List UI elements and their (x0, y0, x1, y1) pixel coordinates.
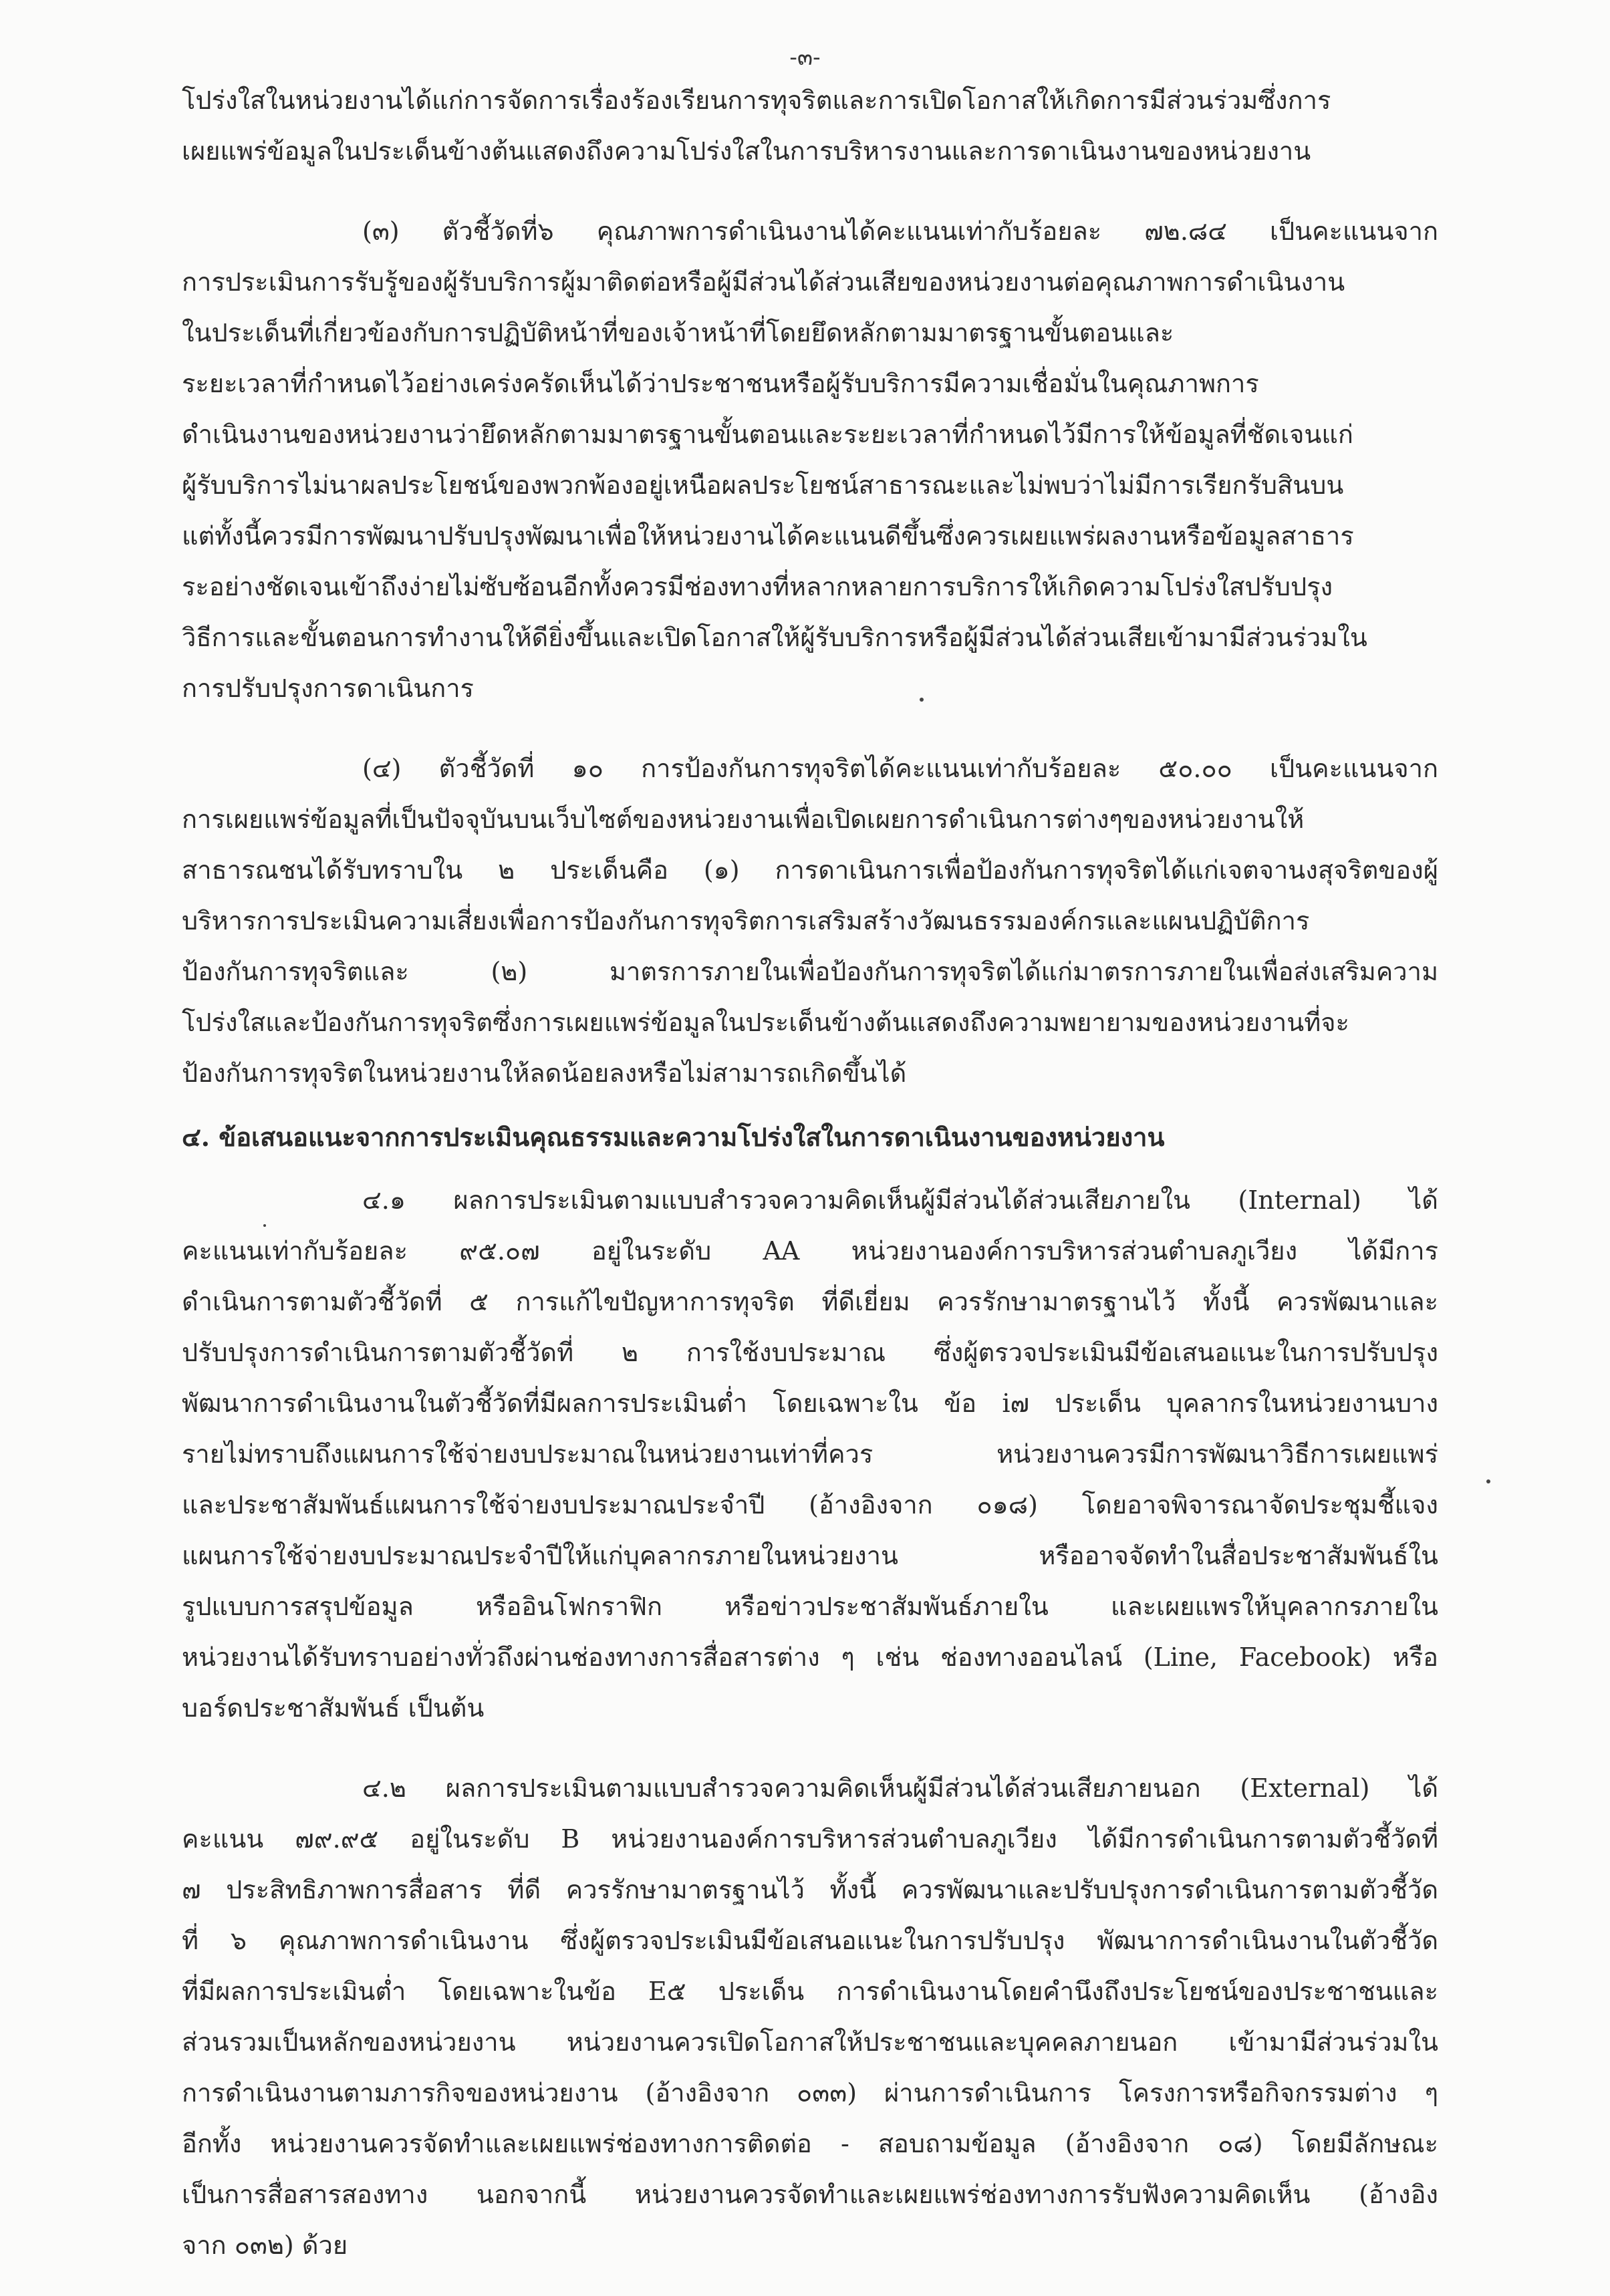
paragraph-line: บริหารการประเมินความเสี่ยงเพื่อการป้องกันการทุจริตการเสริมสร้างวัฒนธรรมองค์กรและแผนปฏิบัติการ (182, 906, 1310, 936)
paragraph-line: ป้องกันการทุจริตและ (๒) มาตรการภายในเพื่อป้องกันการทุจริตได้แก่มาตรการภายในเพื่อส่งเสริมความ (182, 957, 1438, 986)
paragraph-line: เผยแพร่ข้อมูลในประเด็นข้างต้นแสดงถึงความโปร่งใสในการบริหารงานและการดาเนินงานของหน่วยงาน (182, 136, 1311, 166)
paragraph-line: พัฒนาการดำเนินงานในตัวชี้วัดที่มีผลการประเมินต่ำ โดยเฉพาะใน ข้อ i๗ ประเด็น บุคลากรในหน่วยงานบาง (182, 1389, 1438, 1418)
paragraph-line: แผนการใช้จ่ายงบประมาณประจำปีให้แก่บุคลากรภายในหน่วยงาน หรืออาจจัดทำในสื่อประชาสัมพันธ์ใน (182, 1541, 1438, 1570)
paragraph-line: ๔.๒ ผลการประเมินตามแบบสำรวจความคิดเห็นผู้มีส่วนได้ส่วนเสียภายนอก (External) ได้ (362, 1773, 1438, 1803)
paragraph-line: ระอย่างชัดเจนเข้าถึงง่ายไม่ซับซ้อนอีกทั้งควรมีช่องทางที่หลากหลายการบริการให้เกิดความโปร่งใสปรับปรุง (182, 572, 1333, 601)
paragraph-line: ผู้รับบริการไม่นาผลประโยชน์ของพวกพ้องอยู่เหนือผลประโยชน์สาธารณะและไม่พบว่าไม่มีการเรียกรับสินบน (182, 470, 1344, 500)
paragraph-line: ที่มีผลการประเมินต่ำ โดยเฉพาะในข้อ E๕ ประเด็น การดำเนินงานโดยคำนึงถึงประโยชน์ของประชาชนและ (182, 1977, 1438, 2006)
paragraph-line: บอร์ดประชาสัมพันธ์ เป็นต้น (182, 1693, 485, 1723)
paragraph-line: และประชาสัมพันธ์แผนการใช้จ่ายงบประมาณประจำปี (อ้างอิงจาก ๐๑๘) โดยอาจพิจารณาจัดประชุมชี้แจง (182, 1490, 1438, 1520)
paragraph-line: (๔) ตัวชี้วัดที่ ๑๐ การป้องกันการทุจริตได้คะแนนเท่ากับร้อยละ ๕๐.๐๐ เป็นคะแนนจาก (362, 754, 1438, 783)
paragraph-line: การประเมินการรับรู้ของผู้รับบริการผู้มาติดต่อหรือผู้มีส่วนได้ส่วนเสียของหน่วยงานต่อคุณภาพการดำเนินงาน (182, 267, 1345, 297)
paragraph-4-1 (182, 1175, 1438, 1733)
section-heading: ๔. ข้อเสนอแนะจากการประเมินคุณธรรมและความโปร่งใสในการดาเนินงานของหน่วยงาน (182, 1122, 1165, 1152)
paragraph-line: ปรับปรุงการดำเนินการตามตัวชี้วัดที่ ๒ การใช้งบประมาณ ซึ่งผู้ตรวจประเมินมีข้อเสนอแนะในการปรับปรุง (182, 1338, 1438, 1367)
paragraph-line: (๓) ตัวชี้วัดที่๖ คุณภาพการดำเนินงานได้คะแนนเท่ากับร้อยละ ๗๒.๘๔ เป็นคะแนนจาก (362, 217, 1438, 246)
paragraph-line: คะแนน ๗๙.๙๕ อยู่ในระดับ B หน่วยงานองค์การบริหารส่วนตำบลภูเวียง ได้มีการดำเนินการตามตัวชี้วัดที่ (182, 1824, 1438, 1854)
paragraph-line: อีกทั้ง หน่วยงานควรจัดทำและเผยแพร่ช่องทางการติดต่อ - สอบถามข้อมูล (อ้างอิงจาก ๐๘) โดยมีลักษณะ (182, 2129, 1438, 2158)
intro-paragraph (182, 75, 1438, 176)
paragraph-line: รูปแบบการสรุปข้อมูล หรืออินโฟกราฟิก หรือข่าวประชาสัมพันธ์ภายใน และเผยแพรให้บุคลากรภายใน (182, 1592, 1438, 1621)
paragraph-line: ๔.๑ ผลการประเมินตามแบบสำรวจความคิดเห็นผู้มีส่วนได้ส่วนเสียภายใน (Internal) ได้ (362, 1185, 1438, 1215)
paragraph-line: ดำเนินการตามตัวชี้วัดที่ ๕ การแก้ไขปัญหาการทุจริต ที่ดีเยี่ยม ควรรักษามาตรฐานไว้ ทั้งนี้ ควรพัฒนาและ (182, 1287, 1438, 1316)
paragraph-line: ดำเนินงานของหน่วยงานว่ายึดหลักตามมาตรฐานขั้นตอนและระยะเวลาที่กำหนดไว้มีการให้ข้อมูลที่ชัดเจนแก่ (182, 420, 1353, 449)
paragraph-line: การเผยแพร่ข้อมูลที่เป็นปัจจุบันบนเว็บไซต์ของหน่วยงานเพื่อเปิดเผยการดำเนินการต่างๆของหน่วยงานให้ (182, 805, 1305, 834)
scan-speck (920, 698, 924, 702)
paragraph-line: ป้องกันการทุจริตในหน่วยงานให้ลดน้อยลงหรือไม่สามารถเกิดขึ้นได้ (182, 1058, 907, 1088)
paragraph-line: รายไม่ทราบถึงแผนการใช้จ่ายงบประมาณในหน่วยงานเท่าที่ควร หน่วยงานควรมีการพัฒนาวิธีการเผยแพร่ (182, 1439, 1438, 1469)
paragraph-line: หน่วยงานได้รับทราบอย่างทั่วถึงผ่านช่องทางการสื่อสารต่าง ๆ เช่น ช่องทางออนไลน์ (Line, Facebook) หรือ (182, 1642, 1438, 1672)
paragraph-line: วิธีการและขั้นตอนการทำงานให้ดียิ่งขึ้นและเปิดโอกาสให้ผู้รับบริการหรือผู้มีส่วนได้ส่วนเสียเข้ามามีส่วนร่วมใน (182, 623, 1367, 652)
paragraph-line: การดำเนินงานตามภารกิจของหน่วยงาน (อ้างอิงจาก ๐๓๓) ผ่านการดำเนินการ โครงการหรือกิจกรรมต่าง ๆ (182, 2078, 1438, 2108)
paragraph-line: โปร่งใสในหน่วยงานได้แก่การจัดการเรื่องร้องเรียนการทุจริตและการเปิดโอกาสให้เกิดการมีส่วนร่วมซึ่งการ (182, 86, 1331, 115)
paragraph-line: สาธารณชนได้รับทราบใน ๒ ประเด็นคือ (๑) การดาเนินการเพื่อป้องกันการทุจริตได้แก่เจตจานงสุจริตของผู้ (182, 855, 1438, 885)
paragraph-line: ในประเด็นที่เกี่ยวข้องกับการปฏิบัติหน้าที่ของเจ้าหน้าที่โดยยึดหลักตามมาตรฐานขั้นตอนและ (182, 318, 1174, 347)
paragraph-line: เป็นการสื่อสารสองทาง นอกจากนี้ หน่วยงานควรจัดทำและเผยแพร่ช่องทางการรับฟังความคิดเห็น (อ้างอิง (182, 2180, 1438, 2209)
paragraph-line: คะแนนเท่ากับร้อยละ ๙๕.๐๗ อยู่ในระดับ AA หน่วยงานองค์การบริหารส่วนตำบลภูเวียง ได้มีการ (182, 1236, 1438, 1266)
paragraph-line: ๗ ประสิทธิภาพการสื่อสาร ที่ดี ควรรักษามาตรฐานไว้ ทั้งนี้ ควรพัฒนาและปรับปรุงการดำเนินการตามตัวชี้วัด (182, 1875, 1438, 1904)
paragraph-indicator-10 (182, 743, 1438, 1099)
paragraph-indicator-6 (182, 206, 1438, 714)
paragraph-4-2 (182, 1763, 1438, 2271)
paragraph-line: จาก ๐๓๒) ด้วย (182, 2231, 348, 2260)
paragraph-line: แต่ทั้งนี้ควรมีการพัฒนาปรับปรุงพัฒนาเพื่อให้หน่วยงานได้คะแนนดีขึ้นซึ่งควรเผยแพร่ผลงานหรือข้อมูลสาธาร (182, 521, 1354, 551)
document-body (182, 75, 1438, 2271)
scan-speck (263, 1224, 266, 1227)
paragraph-line: ส่วนรวมเป็นหลักของหน่วยงาน หน่วยงานควรเปิดโอกาสให้ประชาชนและบุคคลภายนอก เข้ามามีส่วนร่วมใน (182, 2027, 1438, 2057)
paragraph-line: การปรับปรุงการดาเนินการ (182, 674, 474, 703)
paragraph-line: โปร่งใสและป้องกันการทุจริตซึ่งการเผยแพร่ข้อมูลในประเด็นข้างต้นแสดงถึงความพยายามของหน่วยงานที่จะ (182, 1008, 1349, 1037)
paragraph-line: ที่ ๖ คุณภาพการดำเนินงาน ซึ่งผู้ตรวจประเมินมีข้อเสนอแนะในการปรับปรุง พัฒนาการดำเนินงานในตัวชี้วัด (182, 1926, 1438, 1955)
page-number: -๓- (789, 44, 821, 71)
paragraph-line: ระยะเวลาที่กำหนดไว้อย่างเคร่งครัดเห็นได้ว่าประชาชนหรือผู้รับบริการมีความเชื่อมั่นในคุณภาพการ (182, 369, 1259, 398)
scan-speck (1486, 1479, 1490, 1483)
